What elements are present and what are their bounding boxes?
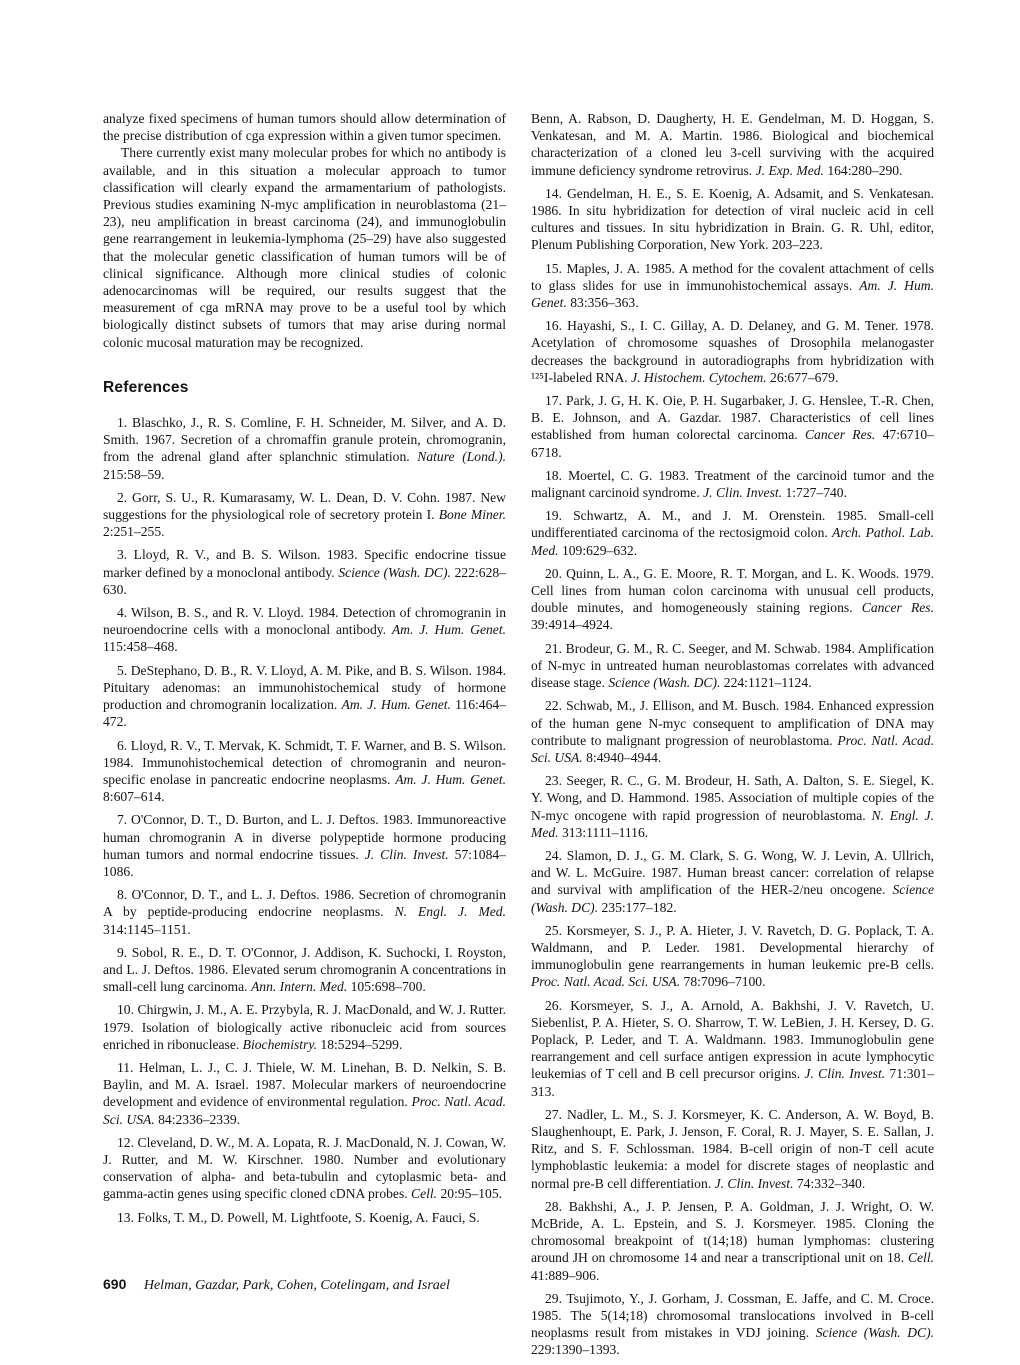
reference-journal: Proc. Natl. Acad. Sci. USA. — [531, 974, 681, 990]
reference-text: 8. O'Connor, D. T., and L. J. Deftos. 1986. Secretion of chromogranin A by peptide-producing endocrine neoplasms. — [103, 887, 506, 920]
reference-text: 15. Maples, J. A. 1985. A method for the covalent attachment of cells to glass slides for use in immunohistochemical assays. — [531, 260, 934, 293]
reference-text: 27. Nadler, L. M., S. J. Korsmeyer, K. C. Anderson, A. W. Boyd, B. Slaughenhoupt, E. Park, J. Jenson, F. Coral, R. J. Mayer, S. E. Sallan, J. Ritz, and S. F. Schlossman. 1984. B-cell origin of non-T cell acute lymphoblastic leukemia: a model for discrete stages of neoplastic and normal pre-B cell differentiation. — [531, 1106, 934, 1191]
reference-item — [103, 662, 506, 731]
reference-citation: 20:95–105. — [437, 1186, 503, 1202]
reference-text: 7. O'Connor, D. T., D. Burton, and L. J. Deftos. 1983. Immunoreactive human chromogranin A in diverse polypeptide hormone producing human tumors and normal endocrine tissues. — [103, 812, 506, 862]
reference-citation: 109:629–632. — [558, 542, 638, 558]
reference-text: 21. Brodeur, G. M., R. C. Seeger, and M. Schwab. 1984. Amplification of N-myc in untreated human neuroblastomas correlates with advanced disease stage. — [531, 640, 934, 691]
reference-journal: Cancer Res. — [861, 600, 934, 616]
reference-journal: Science (Wash. DC). — [608, 675, 721, 691]
reference-text: 26. Korsmeyer, S. J., A. Arnold, A. Bakhshi, J. V. Ravetch, U. Siebenlist, P. A. Hieter, S. O. Sharrow, T. W. LeBien, J. H. Kersey, D. G. Poplack, P. Leder, and T. A. Waldmann. 1983. Immunoglobulin gene rearrangement and cell surface antigen expression in acute lymphocytic leukemias of T cell and B cell precursor origins. — [531, 997, 934, 1082]
reference-journal: Proc. Natl. Acad. Sci. USA. — [531, 732, 934, 765]
reference-citation: 47:6710–6718. — [531, 427, 934, 460]
reference-journal: J. Clin. Invest. — [364, 846, 449, 862]
reference-item — [103, 1209, 506, 1226]
reference-item — [103, 414, 506, 483]
reference-item — [103, 1001, 506, 1053]
reference-text: 13. Folks, T. M., D. Powell, M. Lightfoote, S. Koenig, A. Fauci, S. — [117, 1209, 480, 1225]
reference-text: 19. Schwartz, A. M., and J. M. Orenstein. 1985. Small-cell undifferentiated carcinoma of the rectosigmoid colon. — [531, 508, 934, 541]
reference-text: 22. Schwab, M., J. Ellison, and M. Busch. 1984. Enhanced expression of the human gene N-myc consequent to amplification of DNA may contribute to malignant progression of neuroblastoma. — [531, 698, 934, 748]
reference-journal: Am. J. Hum. Genet. — [395, 771, 506, 787]
reference-citation: 116:464–472. — [103, 697, 506, 730]
reference-journal: J. Exp. Med. — [755, 162, 824, 178]
right-column — [531, 110, 934, 1365]
reference-journal: Arch. Pathol. Lab. Med. — [531, 525, 934, 558]
reference-journal: Cell. — [907, 1250, 934, 1266]
reference-item — [531, 185, 934, 254]
reference-text: 12. Cleveland, D. W., M. A. Lopata, R. J. MacDonald, N. J. Cowan, W. J. Rutter, and M. W. Kirschner. 1980. Number and evolutionary conservation of alpha- and beta-tubulin and cytoplasmic beta- and gamma-actin genes using specific cloned cDNA probes. — [103, 1134, 506, 1202]
reference-text: 10. Chirgwin, J. M., A. E. Przybyla, R. J. MacDonald, and W. J. Rutter. 1979. Isolation of biologically active ribonucleic acid from sources enriched in ribonuclease. — [103, 1002, 506, 1052]
reference-citation: 74:332–340. — [793, 1175, 866, 1191]
reference-text: 18. Moertel, C. G. 1983. Treatment of the carcinoid tumor and the malignant carcinoid syndrome. — [531, 467, 934, 501]
reference-item — [531, 392, 934, 461]
reference-journal: Bone Miner. — [438, 507, 506, 523]
reference-item — [103, 604, 506, 656]
reference-journal: N. Engl. J. Med. — [531, 807, 934, 840]
reference-citation: 215:58–59. — [103, 466, 165, 482]
reference-citation: 229:1390–1393. — [531, 1342, 620, 1358]
reference-item — [531, 847, 934, 916]
reference-journal: Am. J. Hum. Genet. — [391, 622, 506, 638]
reference-item — [103, 546, 506, 598]
reference-item — [103, 1059, 506, 1128]
reference-text: 24. Slamon, D. J., G. M. Clark, S. G. Wong, W. J. Levin, A. Ullrich, and W. L. McGuire. 1987. Human breast cancer: correlation of relapse and survival with amplification of the HER-2/neu oncogene. — [531, 847, 934, 898]
reference-item — [103, 944, 506, 996]
reference-text: 14. Gendelman, H. E., S. E. Koenig, A. Adsamit, and S. Venkatesan. 1986. In situ hybridization for detection of viral nucleic acid in cell cultures and tissues. In situ hybridization in Brain. G. R. Uhl, editor, Plenum Publishing Corporation, New York. 203–223. — [531, 185, 934, 253]
reference-journal: Science (Wash. DC). — [815, 1325, 935, 1341]
reference-journal: J. Histochem. Cytochem. — [631, 369, 767, 385]
reference-citation: 41:889–906. — [531, 1267, 600, 1283]
reference-text: 28. Bakhshi, A., J. P. Jensen, P. A. Goldman, J. J. Wright, O. W. McBride, A. L. Epstein, and S. J. Korsmeyer. 1985. Cloning the chromosomal breakpoint of t(14;18) human lymphomas: clustering around JH on chromosome 14 and near a transcriptional unit on 18. — [531, 1198, 934, 1266]
reference-item — [531, 772, 934, 841]
reference-citation: 83:356–363. — [566, 295, 639, 311]
reference-journal: Cell. — [411, 1186, 438, 1202]
left-column — [103, 110, 506, 1232]
reference-citation: 26:677–679. — [766, 369, 839, 385]
reference-text: 23. Seeger, R. C., G. M. Brodeur, H. Sath, A. Dalton, S. E. Siegel, K. Y. Wong, and D. Hammond. 1985. Association of multiple copies of the N-myc oncogene with rapid progression of neuroblastoma. — [531, 773, 934, 823]
reference-citation: 314:1145–1151. — [103, 921, 191, 937]
reference-citation: 224:1121–1124. — [720, 675, 812, 691]
reference-citation: 313:1111–1116. — [558, 824, 649, 840]
page-footer — [103, 1276, 450, 1294]
reference-text: 16. Hayashi, S., I. C. Gillay, A. D. Delaney, and G. M. Tener. 1978. Acetylation of chromosome squashes of Drosophila melanogaster decreases the background in autoradiographs from hybridization with ¹²⁵I-labeled RNA. — [531, 318, 934, 385]
reference-item — [531, 565, 934, 634]
reference-text: 6. Lloyd, R. V., T. Mervak, K. Schmidt, T. F. Warner, and B. S. Wilson. 1984. Immunohistochemical detection of chromogranin and neuron-specific enolase in pancreatic endocrine neoplasms. — [103, 737, 506, 787]
reference-item — [531, 507, 934, 559]
body-paragraph-2: There currently exist many molecular probes for which no antibody is available, and in this situation a molecular approach to tumor classification will clearly expand the armamentarium of pathologists. Previous studies examining N-myc amplification in neuroblastoma (21–23), neu amplification in breast carcinoma (24), and immunoglobulin gene rearrangement in leukemia-lymphoma (25–29) have also suggested that the molecular genetic classification of human tumors will be of clinical significance. Although more clinical studies of colonic adenocarcinomas will be required, our results suggest that the measurement of cga mRNA may prove to be a useful tool by which biologically distinct subsets of tumors that may arise during normal colonic mucosal maturation may be recognized. — [103, 145, 506, 350]
reference-citation: 235:177–182. — [598, 899, 677, 915]
reference-citation: 2:251–255. — [103, 524, 165, 540]
reference-journal: Nature (Lond.). — [417, 449, 506, 465]
reference-text: 1. Blaschko, J., R. S. Comline, F. H. Schneider, M. Silver, and A. D. Smith. 1967. Secretion of a chromaffin granule protein, chromogranin, from the adrenal gland after splanchnic stimulation. — [103, 415, 506, 465]
reference-item — [531, 110, 934, 179]
reference-item — [103, 489, 506, 541]
reference-citation: 57:1084–1086. — [103, 846, 506, 879]
reference-item — [531, 1106, 934, 1192]
reference-journal: Proc. Natl. Acad. Sci. USA. — [103, 1094, 506, 1127]
reference-list-right — [531, 110, 934, 1359]
reference-text: 20. Quinn, L. A., G. E. Moore, R. T. Morgan, and L. K. Woods. 1979. Cell lines from human colon carcinoma with unusual cell products, double minutes, and homogeneously staining regions. — [531, 565, 934, 616]
reference-journal: Science (Wash. DC). — [338, 564, 451, 580]
running-authors: Helman, Gazdar, Park, Cohen, Cotelingam, and Israel — [143, 1278, 450, 1293]
reference-text: Benn, A. Rabson, D. Daugherty, H. E. Gendelman, M. D. Hoggan, S. Venkatesan, and M. A. Martin. 1986. Biological and biochemical characterization of a cloned leu 3-cell surviving with the acquired immune deficiency syndrome retrovirus. — [531, 111, 934, 178]
reference-text: 5. DeStephano, D. B., R. V. Lloyd, A. M. Pike, and B. S. Wilson. 1984. Pituitary adenomas: an immunohistochemical study of hormone production and chromogranin localization. — [103, 662, 506, 713]
reference-journal: Biochemistry. — [242, 1036, 318, 1052]
reference-journal: J. Clin. Invest. — [714, 1175, 794, 1191]
reference-text: 3. Lloyd, R. V., and B. S. Wilson. 1983. Specific endocrine tissue marker defined by a monoclonal antibody. — [103, 547, 506, 580]
reference-item — [103, 811, 506, 880]
reference-item — [531, 260, 934, 312]
reference-journal: Am. J. Hum. Genet. — [341, 697, 451, 713]
reference-citation: 8:607–614. — [103, 789, 165, 805]
reference-text: 4. Wilson, B. S., and R. V. Lloyd. 1984. Detection of chromogranin in neuroendocrine cells with a monoclonal antibody. — [103, 605, 506, 638]
reference-text: 25. Korsmeyer, S. J., P. A. Hieter, J. V. Ravetch, D. G. Poplack, T. A. Waldmann, and P. Leder. 1981. Developmental hierarchy of immunoglobulin gene rearrangements in human leukemic pre-B cells. — [531, 922, 934, 973]
reference-journal: Science (Wash. DC). — [531, 882, 934, 915]
reference-item — [531, 697, 934, 766]
reference-citation: 105:698–700. — [347, 979, 426, 995]
reference-text: 17. Park, J. G, H. K. Oie, P. H. Sugarbaker, J. G. Henslee, T.-R. Chen, B. E. Johnson, and A. Gazdar. 1987. Characteristics of cell lines established from human colorectal carcinoma. — [531, 393, 934, 443]
reference-item — [531, 922, 934, 991]
reference-text: 29. Tsujimoto, Y., J. Gorham, J. Cossman, E. Jaffe, and C. M. Croce. 1985. The 5(14;18) chromosomal translocations involved in B-cell neoplasms result from mistakes in VDJ joining. — [531, 1290, 934, 1341]
reference-item — [531, 1290, 934, 1359]
reference-journal: J. Clin. Invest. — [804, 1066, 886, 1082]
reference-item — [531, 997, 934, 1100]
reference-journal: Ann. Intern. Med. — [250, 979, 348, 995]
reference-citation: 115:458–468. — [103, 639, 178, 655]
references-heading: References — [103, 378, 189, 396]
reference-citation: 222:628–630. — [103, 564, 506, 597]
reference-citation: 39:4914–4924. — [531, 617, 613, 633]
reference-journal: Cancer Res. — [804, 427, 876, 443]
reference-text: 11. Helman, L. J., C. J. Thiele, W. M. Linehan, B. D. Nelkin, S. B. Baylin, and M. A. Israel. 1987. Molecular markers of neuroendocrine development and evidence of environmental regulation. — [103, 1059, 506, 1110]
reference-item — [103, 737, 506, 806]
reference-text: 2. Gorr, S. U., R. Kumarasamy, W. L. Dean, D. V. Cohn. 1987. New suggestions for the physiological role of secretory protein I. — [103, 489, 506, 523]
reference-citation: 84:2336–2339. — [154, 1111, 241, 1127]
reference-journal: N. Engl. J. Med. — [394, 904, 506, 920]
reference-citation: 164:280–290. — [823, 162, 903, 178]
body-paragraph-1: analyze fixed specimens of human tumors should allow determination of the precise distribution of cga expression within a given tumor specimen. — [103, 111, 506, 144]
reference-journal: J. Clin. Invest. — [703, 485, 783, 501]
reference-item — [531, 467, 934, 501]
reference-citation: 1:727–740. — [782, 485, 847, 501]
reference-item — [531, 640, 934, 692]
reference-citation: 18:5294–5299. — [317, 1036, 403, 1052]
reference-item — [531, 1198, 934, 1284]
reference-citation: 78:7096–7100. — [680, 974, 766, 990]
reference-citation: 71:301–313. — [531, 1066, 934, 1099]
reference-citation: 8:4940–4944. — [582, 749, 662, 765]
reference-item — [103, 886, 506, 938]
reference-list-left — [103, 414, 506, 1226]
reference-journal: Am. J. Hum. Genet. — [531, 277, 934, 311]
reference-item — [103, 1134, 506, 1203]
reference-item — [531, 317, 934, 386]
reference-text: 9. Sobol, R. E., D. T. O'Connor, J. Addison, K. Suchocki, I. Royston, and L. J. Deftos. 1986. Elevated serum chromogranin A concentrations in small-cell lung carcinoma. — [103, 944, 506, 995]
page-number: 690 — [103, 1276, 127, 1292]
